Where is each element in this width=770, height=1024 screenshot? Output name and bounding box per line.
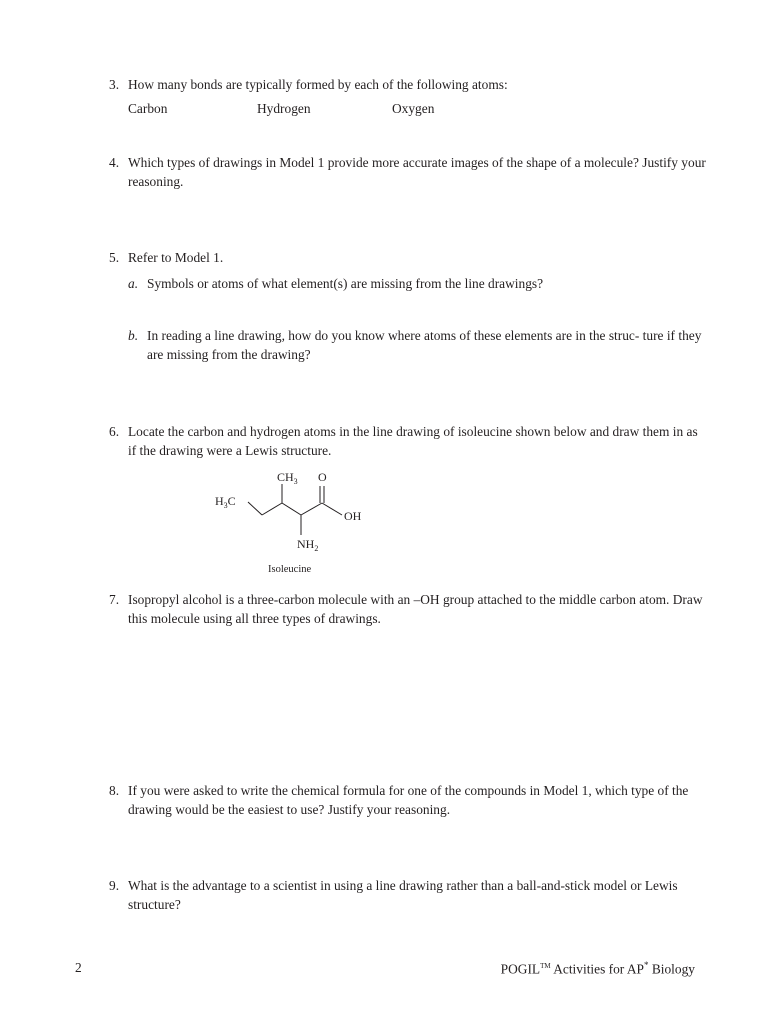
part-text: Symbols or atoms of what element(s) are missing from the line drawings? bbox=[147, 276, 544, 291]
question-text: Isopropyl alcohol is a three-carbon molecule with an –OH group attached to the middle carbon atom. Draw this molecule using all three types of drawings. bbox=[128, 592, 703, 626]
footer-title: POGIL™ Activities for AP* Biology bbox=[500, 960, 695, 977]
question-number: 9. bbox=[109, 878, 120, 893]
ch3-label: $CH_3$ bbox=[277, 470, 298, 486]
question-number: 7. bbox=[109, 592, 120, 607]
oh-label: OH bbox=[344, 509, 362, 523]
question-number: 8. bbox=[109, 783, 120, 798]
question-text: Which types of drawings in Model 1 provide more accurate images of the shape of a molecule? Justify your reasoning. bbox=[128, 155, 706, 189]
question-number: 6. bbox=[109, 424, 120, 439]
part-letter: b. bbox=[128, 328, 139, 343]
part-letter: a. bbox=[128, 276, 139, 291]
h3c-label: $H_3C$ bbox=[215, 494, 236, 510]
oxygen-label: O bbox=[318, 470, 327, 484]
atom-hydrogen: Hydrogen bbox=[257, 101, 311, 116]
question-number: 4. bbox=[109, 155, 120, 170]
isoleucine-caption: Isoleucine bbox=[268, 564, 312, 575]
question-text: Refer to Model 1. bbox=[128, 250, 224, 265]
atom-oxygen: Oxygen bbox=[392, 101, 435, 116]
page-number: 2 bbox=[75, 960, 82, 975]
question-text: What is the advantage to a scientist in using a line drawing rather than a ball-and-stick model or Lewis structure? bbox=[128, 878, 678, 912]
question-text: If you were asked to write the chemical formula for one of the compounds in Model 1, which type of the drawing would be the easiest to use? Justify your reasoning. bbox=[128, 783, 689, 817]
question-text: How many bonds are typically formed by each of the following atoms: bbox=[128, 77, 508, 92]
isoleucine-structure bbox=[200, 462, 390, 582]
question-number: 5. bbox=[109, 250, 120, 265]
nh2-label: $NH_2$ bbox=[297, 537, 319, 553]
atom-carbon: Carbon bbox=[128, 101, 168, 116]
question-number: 3. bbox=[109, 77, 120, 92]
part-text: In reading a line drawing, how do you know where atoms of these elements are in the struc- ture if they are missing from the drawing? bbox=[147, 328, 702, 362]
question-text: Locate the carbon and hydrogen atoms in the line drawing of isoleucine shown below and draw them in as if the drawing were a Lewis structure. bbox=[128, 424, 698, 458]
